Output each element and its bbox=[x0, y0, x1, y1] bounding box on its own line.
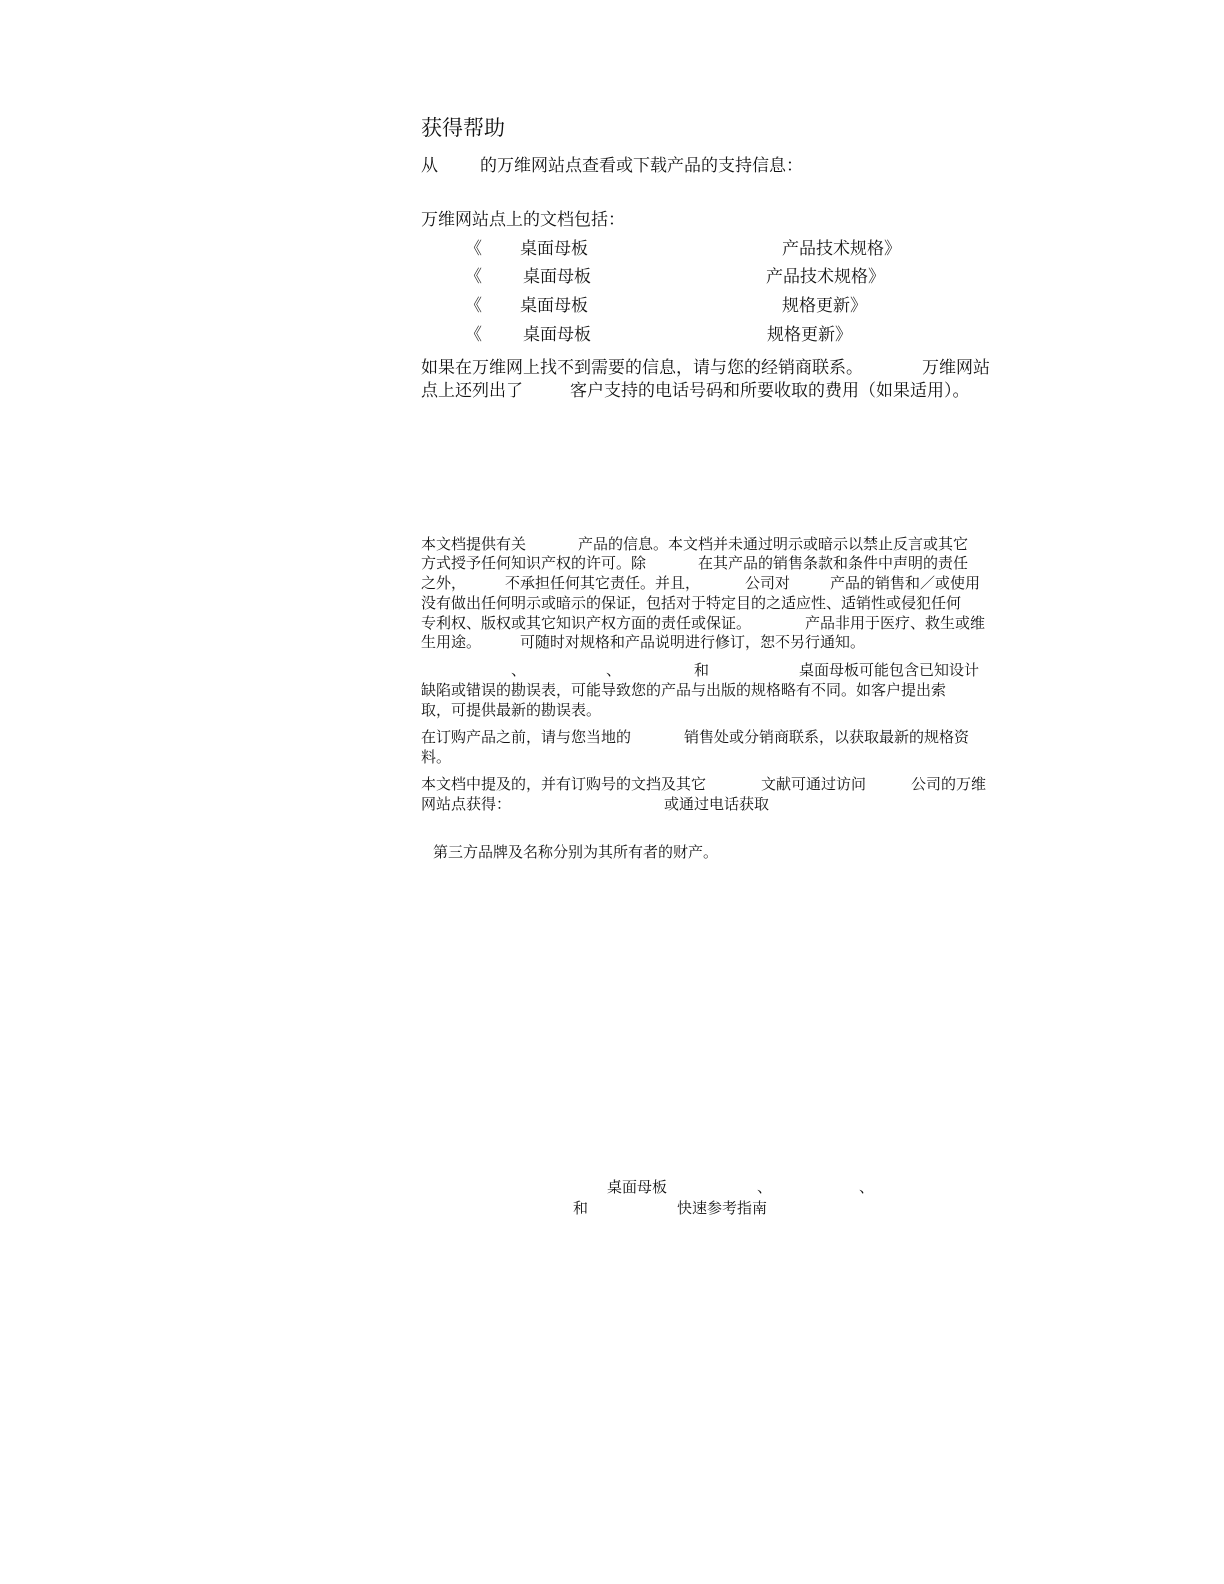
doc-item-tail: 产品技术规格》 bbox=[782, 239, 901, 259]
footer-text: 和 bbox=[573, 1199, 589, 1217]
doc-item-open: 《 bbox=[465, 267, 482, 287]
doc-item-open: 《 bbox=[465, 325, 482, 345]
legal-text: 生用途。 bbox=[421, 633, 482, 651]
legal-text: 之外， bbox=[421, 574, 467, 592]
doc-item-tail: 产品技术规格》 bbox=[766, 267, 885, 287]
legal-text: 取，可提供最新的勘误表。 bbox=[421, 701, 602, 719]
doc-item-open: 《 bbox=[465, 239, 482, 259]
legal-text: 文献可通过访问 bbox=[761, 775, 867, 793]
footer-text: 、 bbox=[859, 1178, 875, 1196]
doc-item-tail: 规格更新》 bbox=[767, 325, 852, 345]
intro-text: 的万维网站点查看或下载产品的支持信息： bbox=[480, 156, 803, 176]
legal-text: 公司对 bbox=[745, 574, 791, 592]
legal-text: 方式授予任何知识产权的许可。除 bbox=[421, 554, 647, 572]
doc-item-tail: 规格更新》 bbox=[782, 296, 867, 316]
intro-prefix: 从 bbox=[421, 156, 438, 176]
docs-intro: 万维网站点上的文档包括： bbox=[421, 210, 625, 230]
legal-text: 本文档提供有关 bbox=[421, 535, 527, 553]
footer-text: 快速参考指南 bbox=[677, 1199, 768, 1217]
legal-text: 专利权、版权或其它知识产权方面的责任或保证。 bbox=[421, 614, 752, 632]
legal-text: 、 bbox=[511, 661, 527, 679]
legal-text: 产品的信息。本文档并未通过明示或暗示以禁止反言或其它 bbox=[578, 535, 969, 553]
legal-text: 桌面母板可能包含已知设计 bbox=[799, 661, 980, 679]
contact-text: 客户支持的电话号码和所要收取的费用（如果适用）。 bbox=[570, 381, 970, 401]
contact-text: 万维网站 bbox=[922, 358, 990, 378]
contact-text: 如果在万维网上找不到需要的信息，请与您的经销商联系。 bbox=[421, 358, 863, 378]
legal-text: 、 bbox=[606, 661, 622, 679]
legal-text: 缺陷或错误的勘误表，可能导致您的产品与出版的规格略有不同。如客户提出索 bbox=[421, 681, 947, 699]
legal-text: 不承担任何其它责任。并且， bbox=[505, 574, 701, 592]
doc-item-name: 桌面母板 bbox=[520, 239, 588, 259]
legal-text: 网站点获得： bbox=[421, 795, 512, 813]
legal-text: 在订购产品之前，请与您当地的 bbox=[421, 728, 632, 746]
legal-text: 产品的销售和／或使用 bbox=[830, 574, 981, 592]
legal-text: 产品非用于医疗、救生或维 bbox=[805, 614, 986, 632]
legal-text: 和 bbox=[694, 661, 710, 679]
legal-text: 没有做出任何明示或暗示的保证，包括对于特定目的之适应性、适销性或侵犯任何 bbox=[421, 594, 962, 612]
doc-item-name: 桌面母板 bbox=[520, 296, 588, 316]
legal-text: 料。 bbox=[421, 748, 452, 766]
legal-text: 在其产品的销售条款和条件中声明的责任 bbox=[698, 554, 969, 572]
legal-text: 可随时对规格和产品说明进行修订，恕不另行通知。 bbox=[520, 633, 866, 651]
trademark-notice: 第三方品牌及名称分别为其所有者的财产。 bbox=[433, 843, 719, 861]
legal-text: 销售处或分销商联系，以获取最新的规格资 bbox=[684, 728, 970, 746]
footer-text: 桌面母板 bbox=[607, 1178, 668, 1196]
section-title: 获得帮助 bbox=[421, 116, 505, 140]
contact-text: 点上还列出了 bbox=[421, 381, 523, 401]
doc-item-name: 桌面母板 bbox=[523, 325, 591, 345]
legal-text: 或通过电话获取 bbox=[664, 795, 770, 813]
doc-item-open: 《 bbox=[465, 296, 482, 316]
legal-text: 本文档中提及的，并有订购号的文挡及其它 bbox=[421, 775, 707, 793]
legal-text: 公司的万维 bbox=[911, 775, 987, 793]
doc-item-name: 桌面母板 bbox=[523, 267, 591, 287]
footer-text: 、 bbox=[757, 1178, 773, 1196]
